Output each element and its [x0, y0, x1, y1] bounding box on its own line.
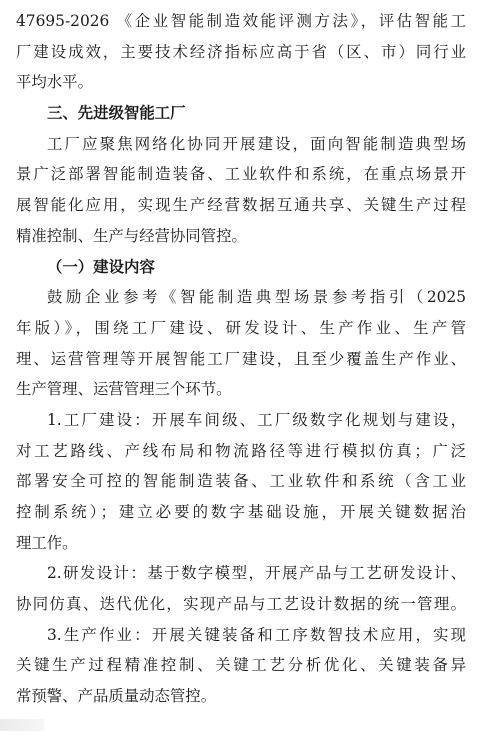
text-line: 鼓励企业参考《智能制造典型场景参考指引（2025: [47, 288, 466, 307]
text-line: 2.研发设计：基于数字模型，开展产品与工艺研发设计、: [47, 564, 466, 583]
text-line: 理、运营管理等开展智能工厂建设，且至少覆盖生产作业、: [16, 349, 466, 368]
document-body: [16, 6, 466, 712]
text-line: 年版）》，围绕工厂建设、研发设计、生产作业、生产管: [16, 318, 466, 337]
text-line: 常预警、产品质量动态管控。: [16, 687, 217, 706]
text-line: 厂建设成效，主要技术经济指标应高于省（区、市）同行业: [16, 42, 466, 61]
text-line: 展智能化应用，实现生产经营数据互通共享、关键生产过程: [16, 196, 466, 215]
text-line: 理工作。: [16, 533, 78, 552]
text-line: 精准控制、生产与经营协同管控。: [16, 226, 247, 245]
text-line: 生产管理、运营管理三个环节。: [16, 380, 232, 399]
text-line: 协同仿真、迭代优化，实现产品与工艺设计数据的统一管理。: [16, 595, 466, 614]
text-line: 3.生产作业：开展关键装备和工序数智技术应用，实现: [47, 625, 466, 644]
text-line: 对工艺路线、产线布局和物流路径等进行模拟仿真；广泛: [16, 441, 466, 460]
text-line: 景广泛部署智能制造装备、工业软件和系统，在重点场景开: [16, 165, 466, 184]
text-line: 47695-2026 《企业智能制造效能评测方法》，评估智能工: [16, 12, 466, 30]
text-line: 关键生产过程精准控制、关键工艺分析优化、关键装备异: [16, 656, 466, 675]
text-line: 控制系统）；建立必要的数字基础设施，开展关键数据治: [16, 503, 466, 521]
section-heading: 三、先进级智能工厂: [47, 104, 186, 123]
text-line: 1.工厂建设：开展车间级、工厂级数字化规划与建设，: [47, 410, 466, 429]
text-line: 部署安全可控的智能制造装备、工业软件和系统（含工业: [16, 472, 466, 491]
text-line: 工厂应聚焦网络化协同开展建设，面向智能制造典型场: [47, 134, 466, 153]
watermark-mark: [0, 719, 44, 731]
text-line: 平均水平。: [16, 73, 93, 92]
subsection-heading: （一）建设内容: [47, 257, 155, 276]
